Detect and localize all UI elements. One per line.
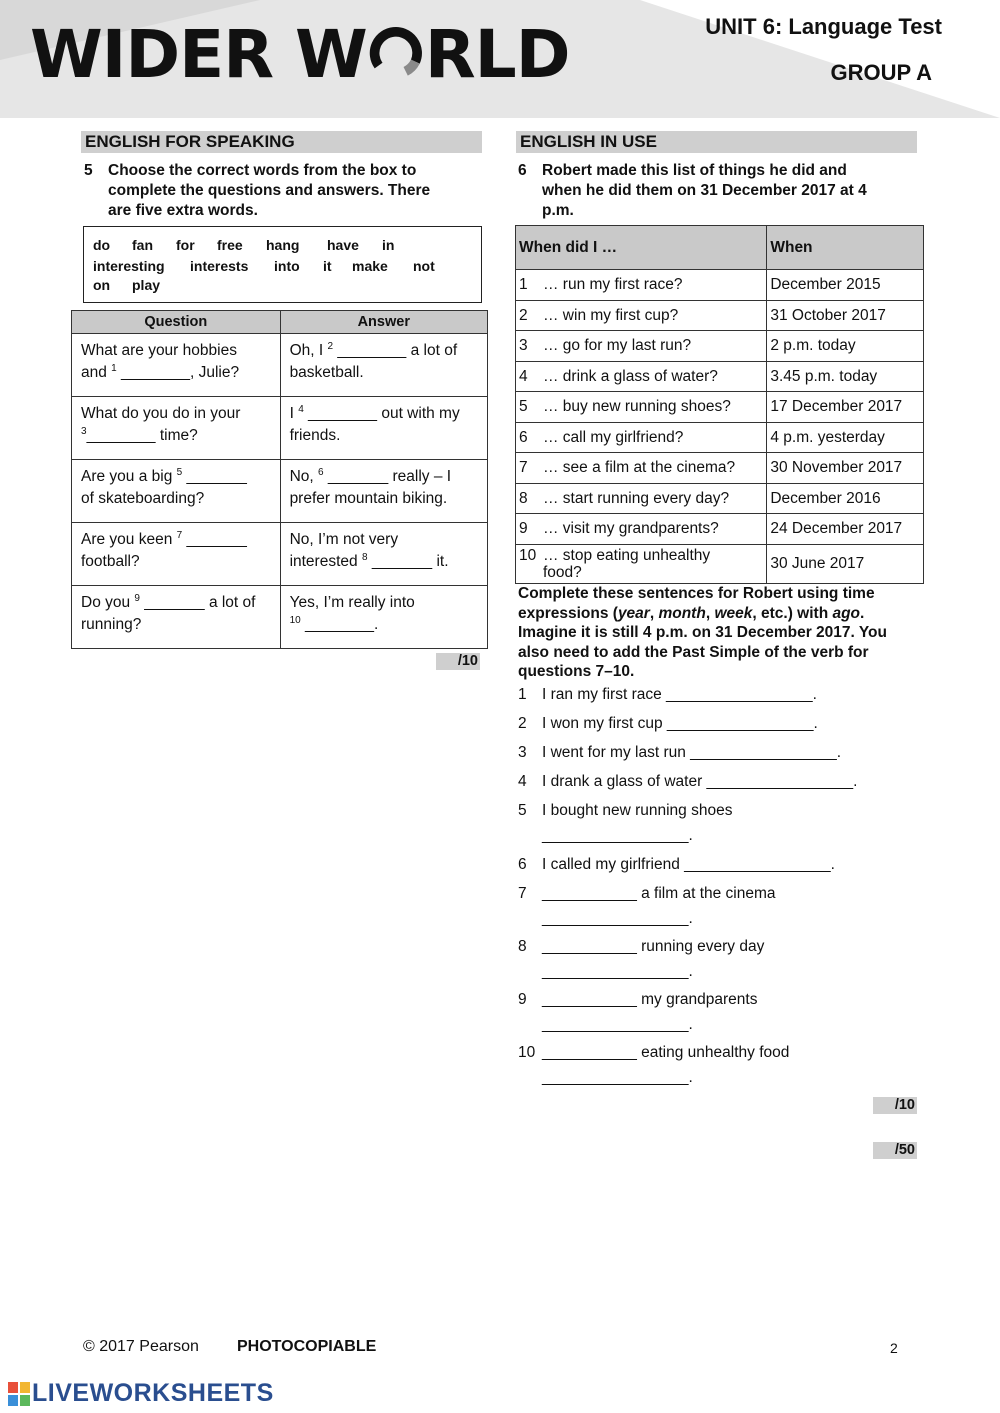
score-box-speaking: /10 xyxy=(436,653,480,670)
section-title-speaking: ENGLISH FOR SPEAKING xyxy=(81,131,482,153)
complete-instruction: Complete these sentences for Robert using time expressions (year, month, week, etc.) with ago. Imagine it is still 4 p.m. on 31 December 2017. You also need to add the Past Simple of the verb for questions 7–10. xyxy=(518,585,887,680)
instruction-line: Choose the correct words from the box to xyxy=(108,162,417,179)
column-header-answer: Answer xyxy=(280,311,487,334)
liveworksheets-logo-icon xyxy=(8,1380,30,1408)
word-box-word: it xyxy=(323,258,332,274)
section-title-use: ENGLISH IN USE xyxy=(516,131,917,153)
liveworksheets-brand: LIVEWORKSHEETS xyxy=(32,1379,274,1407)
word-box-word: for xyxy=(176,237,195,253)
table-row: 2 … win my first cup? 31 October 2017 xyxy=(516,300,924,331)
instruction-line: are five extra words. xyxy=(108,202,258,219)
group-label: GROUP A xyxy=(830,60,932,85)
photocopiable-label: PHOTOCOPIABLE xyxy=(237,1338,377,1355)
word-box-word: hang xyxy=(266,237,300,253)
table-row: 5 … buy new running shoes? 17 December 2017 xyxy=(516,392,924,423)
score-box-use: /10 xyxy=(873,1097,917,1114)
word-box-word: fan xyxy=(132,237,153,253)
total-score-box: /50 xyxy=(873,1142,917,1159)
table-row: 3 … go for my last run? 2 p.m. today xyxy=(516,331,924,362)
word-box-word: play xyxy=(132,277,161,293)
question-cell: What do you do in your $^3$________ time? xyxy=(72,397,281,460)
question-cell: What are your hobbies and $^1$ ________, Julie? xyxy=(72,334,281,397)
table-row: 10 … stop eating unhealthy food? 30 June 2017 xyxy=(516,544,924,583)
column-header-when-did-i: When did I … xyxy=(516,226,767,270)
copyright: © 2017 Pearson xyxy=(83,1338,199,1355)
instruction-line: complete the questions and answers. There xyxy=(108,182,431,199)
page-number: 2 xyxy=(890,1340,898,1356)
table-row: 6 … call my girlfriend? 4 p.m. yesterday xyxy=(516,422,924,453)
answer-cell: No, $^6$ _______ really – I prefer mountain biking. xyxy=(280,460,487,523)
instruction-line: Robert made this list of things he did and xyxy=(542,162,847,179)
word-box-word: into xyxy=(274,258,300,274)
table-row xyxy=(72,460,488,523)
question-cell: Are you a big $^5$ _______ of skateboarding? xyxy=(72,460,281,523)
table-row xyxy=(72,397,488,460)
logo-ring-icon xyxy=(367,23,425,81)
table-row: 9 … visit my grandparents? 24 December 2017 xyxy=(516,514,924,545)
word-box-word: in xyxy=(382,237,395,253)
table-row xyxy=(72,334,488,397)
when-table xyxy=(515,225,924,584)
word-box-word: free xyxy=(217,237,243,253)
word-box-word: interesting xyxy=(93,258,165,274)
word-box-word: on xyxy=(93,277,111,293)
question-answer-table xyxy=(71,310,488,649)
brand-logo: WIDER W RLD xyxy=(30,16,570,93)
instruction-line: when he did them on 31 December 2017 at 4 xyxy=(542,182,867,199)
instruction-6 xyxy=(518,161,918,221)
word-box-word: not xyxy=(413,258,435,274)
table-row: 1 … run my first race? December 2015 xyxy=(516,270,924,301)
instruction-number: 6 xyxy=(518,162,527,179)
table-row xyxy=(72,586,488,649)
instruction-5 xyxy=(84,161,484,221)
word-box-word: have xyxy=(327,237,359,253)
answer-cell: No, I’m not very interested $^8$ _______ it. xyxy=(280,523,487,586)
question-cell: Do you $^9$ _______ a lot of running? xyxy=(72,586,281,649)
table-row: 8 … start running every day? December 2016 xyxy=(516,483,924,514)
answer-cell: I $^4$ ________ out with my friends. xyxy=(280,397,487,460)
answer-cell: Yes, I’m really into $^{10}$ ________. xyxy=(280,586,487,649)
word-box-word: interests xyxy=(190,258,249,274)
table-row xyxy=(72,523,488,586)
question-cell: Are you keen $^7$ _______ football? xyxy=(72,523,281,586)
table-row: 4 … drink a glass of water? 3.45 p.m. today xyxy=(516,361,924,392)
word-box-word: make xyxy=(352,258,388,274)
instruction-line: p.m. xyxy=(542,202,574,219)
unit-title: UNIT 6: Language Test xyxy=(705,14,942,39)
word-box-word: do xyxy=(93,237,111,253)
instruction-number: 5 xyxy=(84,162,93,179)
column-header-question: Question xyxy=(72,311,281,334)
word-box xyxy=(83,226,482,303)
answer-cell: Oh, I $^2$ ________ a lot of basketball. xyxy=(280,334,487,397)
column-header-when: When xyxy=(767,226,924,270)
table-row: 7 … see a film at the cinema? 30 November 2017 xyxy=(516,453,924,484)
